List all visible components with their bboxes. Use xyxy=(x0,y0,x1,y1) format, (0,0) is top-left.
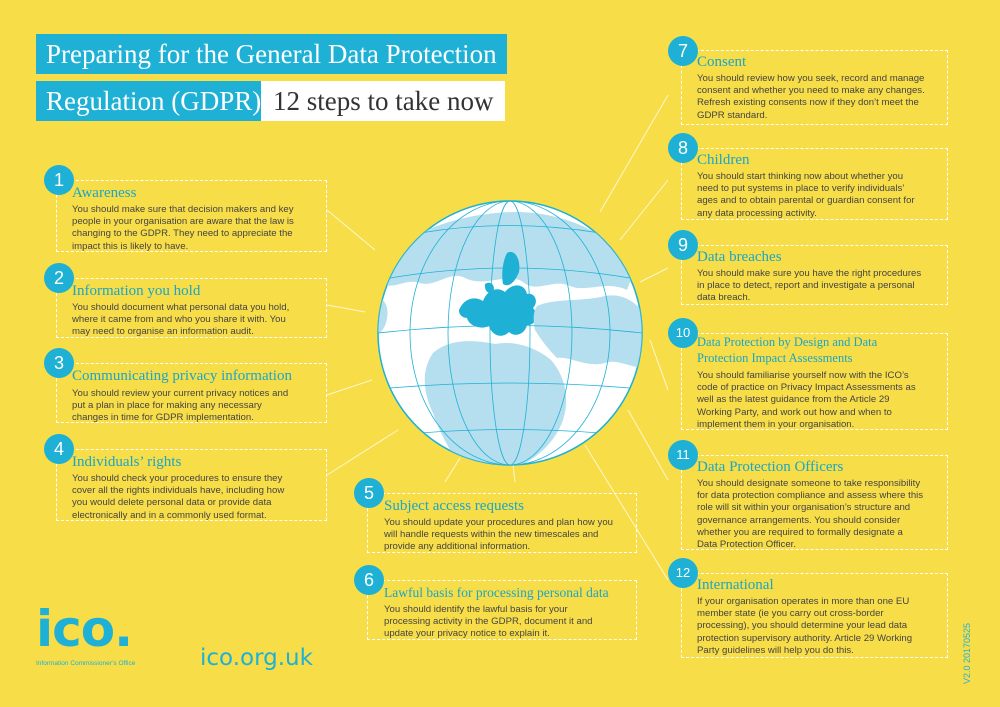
step-number-badge: 10 xyxy=(668,318,698,348)
step-title: Consent xyxy=(697,54,747,70)
step-title: International xyxy=(697,577,774,593)
step-title: Data Protection by Design and Data xyxy=(697,335,878,349)
step-description: You should start thinking now about whether you need to put systems in place to verify individuals’ ages and to obtain parental or guardian consent for any data processing activity. xyxy=(697,171,915,219)
step-description: You should familiarise yourself now with the ICO’s code of practice on Privacy Impact Assessments as well as the latest guidance from the Article 29 Working Party, and work out how and when to implement them in your organisation. xyxy=(697,370,916,430)
step-title: Information you hold xyxy=(72,283,201,299)
step-title: Children xyxy=(697,152,750,168)
step-description: If your organisation operates in more than one EU member state (ie you carry out cross-border processing), you should determine your lead data protection supervisory authority. Article 29 Working Party guidelines will help you do this. xyxy=(697,596,913,656)
step-title: Lawful basis for processing personal data xyxy=(384,585,609,600)
ico-logo: ico. xyxy=(36,600,133,658)
step-number-badge: 7 xyxy=(668,36,698,66)
step-description: You should make sure that decision makers and key people in your organisation are aware that the law is changing to the GDPR. They need to appreciate the impact this is likely to have. xyxy=(72,204,294,252)
website-link[interactable]: ico.org.uk xyxy=(200,645,313,671)
step-number-badge: 4 xyxy=(44,434,74,464)
step-title: Data breaches xyxy=(697,249,782,265)
step-number-badge: 9 xyxy=(668,230,698,260)
step-description: You should update your procedures and plan how you will handle requests within the new timescales and provide any additional information. xyxy=(384,517,613,553)
step-number-badge: 12 xyxy=(668,558,698,588)
step-description: You should identify the lawful basis for your processing activity in the GDPR, document it and update your privacy notice to explain it. xyxy=(384,604,593,640)
ico-logo-subtitle: Information Commissioner’s Office xyxy=(36,660,136,667)
page-tagline: 12 steps to take now xyxy=(261,81,505,121)
step-title: Communicating privacy information xyxy=(72,368,292,384)
step-title: Data Protection Officers xyxy=(697,459,844,475)
version-label: V2.0 20170525 xyxy=(962,622,972,684)
step-description: You should make sure you have the right procedures in place to detect, report and investigate a personal data breach. xyxy=(697,268,922,304)
step-title: Awareness xyxy=(72,185,137,201)
step-description: You should review how you seek, record and manage consent and whether you need to make any changes. Refresh existing consents now if they don’t meet the GDPR standard. xyxy=(697,73,925,121)
step-description: You should review your current privacy notices and put a plan in place for making any necessary changes in time for GDPR implementation. xyxy=(72,388,289,424)
step-number-badge: 5 xyxy=(354,478,384,508)
step-description: You should designate someone to take responsibility for data protection compliance and assess where this role will sit within your organisation’s structure and governance arrangements. You should consider whether you are required to formally designate a Data Protection Officer. xyxy=(697,478,924,551)
page-title-line-1: Preparing for the General Data Protection xyxy=(36,34,507,74)
globe-illustration xyxy=(365,198,655,468)
step-number-badge: 2 xyxy=(44,263,74,293)
step-description: You should check your procedures to ensure they cover all the rights individuals have, including how you would delete personal data or provide data electronically and in a commonly used format. xyxy=(72,473,285,521)
step-number-badge: 3 xyxy=(44,348,74,378)
step-number-badge: 6 xyxy=(354,565,384,595)
step-number-badge: 1 xyxy=(44,165,74,195)
step-title-continued: Protection Impact Assessments xyxy=(697,351,853,365)
step-description: You should document what personal data you hold, where it came from and who you share it with. You may need to organise an information audit. xyxy=(72,302,290,338)
step-number-badge: 8 xyxy=(668,133,698,163)
page-title-line-2: Regulation (GDPR) xyxy=(36,81,271,121)
step-number-badge: 11 xyxy=(668,440,698,470)
step-title: Individuals’ rights xyxy=(72,454,182,470)
step-title: Subject access requests xyxy=(384,498,524,514)
